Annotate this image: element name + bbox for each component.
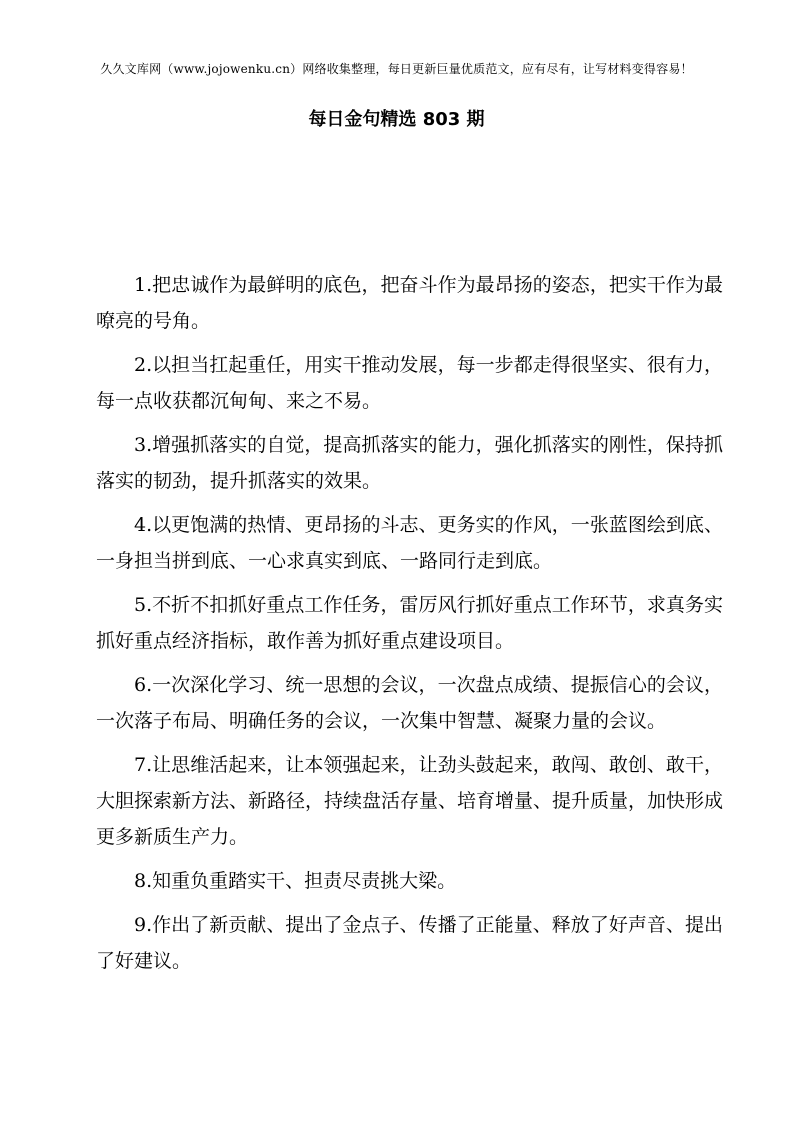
header-note: 久久文库网（www.jojowenku.cn）网络收集整理，每日更新巨量优质范文，应有尽有，让写材料变得容易！ <box>100 62 693 76</box>
quote-item-5: 5.不折不扣抓好重点工作任务，雷厉风行抓好重点工作环节，求真务实抓好重点经济指标，敢作善为抓好重点建设项目。 <box>96 594 723 652</box>
document-title: 每日金句精选 803 期 <box>308 109 485 130</box>
quote-item-4: 4.以更饱满的热情、更昂扬的斗志、更务实的作风，一张蓝图绘到底、一身担当拼到底、一心求真实到底、一路同行走到底。 <box>96 514 723 572</box>
quote-item-8: 8.知重负重踏实干、担责尽责挑大梁。 <box>134 870 457 892</box>
quote-item-6: 6.一次深化学习、统一思想的会议，一次盘点成绩、提振信心的会议，一次落子布局、明确任务的会议，一次集中智慧、凝聚力量的会议。 <box>96 674 723 732</box>
quote-item-2: 2.以担当扛起重任，用实干推动发展，每一步都走得很坚实、很有力，每一点收获都沉甸甸、来之不易。 <box>96 354 723 412</box>
quote-item-1: 1.把忠诚作为最鲜明的底色，把奋斗作为最昂扬的姿态，把实干作为最嘹亮的号角。 <box>96 274 723 332</box>
quote-item-3: 3.增强抓落实的自觉，提高抓落实的能力，强化抓落实的刚性，保持抓落实的韧劲，提升抓落实的效果。 <box>96 434 723 492</box>
quote-item-7: 7.让思维活起来，让本领强起来，让劲头鼓起来，敢闯、敢创、敢干，大胆探索新方法、新路径，持续盘活存量、培育增量、提升质量，加快形成更多新质生产力。 <box>96 754 724 848</box>
quote-item-9: 9.作出了新贡献、提出了金点子、传播了正能量、释放了好声音、提出了好建议。 <box>96 914 723 972</box>
document-body <box>96 267 723 987</box>
